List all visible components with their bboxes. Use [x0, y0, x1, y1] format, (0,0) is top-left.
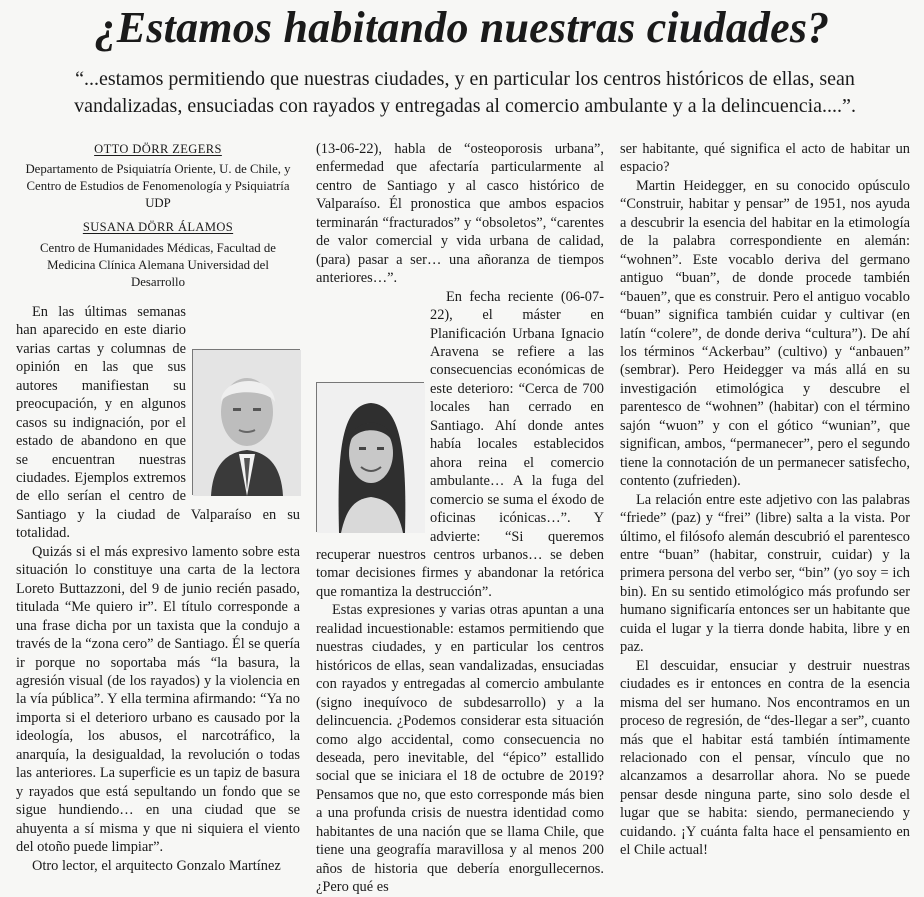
column-3: [620, 140, 910, 860]
headline: ¿Estamos habitando nuestras ciudades?: [94, 3, 830, 52]
portrait-woman-icon: [317, 383, 425, 533]
author-photo-man: [192, 349, 300, 495]
author-block-1: [16, 140, 300, 212]
author-name: SUSANA DÖRR ÁLAMOS: [82, 220, 234, 235]
paragraph: En las últimas semanas han aparecido en este diario varias cartas y columnas de opinión en las que sus autores manifiestan su preocupación, y en algunos casos su indignación, por el estado de abandono en que se encuentran nuestras ciudades. Ejemplos extremos de ello serían el centro de Santiago y la ciudad de Valparaíso en su totalidad.: [16, 303, 300, 542]
paragraph: El descuidar, ensuciar y destruir nuestras ciudades es ir entonces en contra de la esencia misma del ser humano. Nos encontramos en un proceso de regresión, de “des-llegar a ser”, cuanto más que el habitar está también íntimamente relacionado con el pensar, vínculo que no alcanzamos a desarrollar ahora. No se puede pensar desde ninguna parte, sino solo desde el lugar que se habita: siendo, permaneciendo y cuidando. ¡Y cuánta falta hace el pensamiento en el Chile actual!: [620, 657, 910, 859]
paragraph: Quizás si el más expresivo lamento sobre esta situación lo constituye una carta de la lectora Loreto Buttazzoni, del 9 de junio recién pasado, titulada “Me quiero ir”. El título corresponde a una frase dicha por un taxista que la condujo a través de la “zona cero” de Santiago. Él se quería ir porque no soportaba más “la basura, la agresión visual (de los rayados) y la violencia en la vía pública”. Y ella termina afirmando: “Ya no importa si el deterioro urbano es causado por la ideología, los abusos, el narcotráfico, la anarquía, la desigualdad, la revolución o todas las anteriores. La superficie es un tapiz de basura y rayados que está sepultando un fondo que se sigue hundiendo… en una ciudad que se ahuyenta a sí misma y que ni siquiera el viento del otoño puede limpiar”.: [16, 543, 300, 856]
portrait-older-man-icon: [193, 350, 301, 496]
column-1: [16, 140, 300, 875]
author-affiliation: Departamento de Psiquiatría Oriente, U. de Chile, y Centro de Estudios de Fenomenología y Psiquiatría UDP: [25, 162, 291, 211]
paragraph: Estas expresiones y varias otras apuntan a una realidad incuestionable: estamos permitiendo que nuestras ciudades, y en particular los centros históricos de ellas, sean vandalizadas, ensuciadas con rayados y entregadas al comercio ambulante (signo inequívoco de subdesarrollo) y a la delincuencia. ¿Podemos considerar esta situación como algo accidental, como consecuencia no deseada, pero inevitable, del “épico” estallido social que se iniciara el 18 de octubre de 2019? Pensamos que no, que esto corresponde más bien a una profunda crisis de nuestra identidad como habitantes de una nación que se llama Chile, que tiene una geografía maravillosa y al menos 200 años de historia que debería enorgullecernos. ¿Pero qué es: [316, 602, 604, 896]
paragraph: Martin Heidegger, en su conocido opúsculo “Construir, habitar y pensar” de 1951, nos ayuda a descubrir la esencia del habitar en la etimología de la palabra correspondiente en alemán: “wohnen”. Este vocablo deriva del germano antiguo “buan”, de donde procede también “bauen”, que es construir. Pero el antiguo vocablo “buan” significa también cuidar y cultivar (en latín “colere”, de donde deriva “cultura”). De ahí los términos “Ackerbau” (cultivo) y “anbauen” (sembrar). Pero Heidegger va más allá en su investigación etimológica y descubre el parentesco de “wohnen” (habitar) con el término sajón “wuon” y con el gótico “wunian”, que significan, ambos, “permanecer”, pero el segundo tiene la connotación de un permanecer satisfecho, contento (zufrieden).: [620, 177, 910, 490]
author-block-2: [16, 218, 300, 290]
author-affiliation: Centro de Humanidades Médicas, Facultad de Medicina Clínica Alemana Universidad del Desarrollo: [40, 240, 276, 289]
author-name: OTTO DÖRR ZEGERS: [94, 142, 222, 156]
paragraph: Otro lector, el arquitecto Gonzalo Martínez: [32, 857, 281, 874]
paragraph: ser habitante, qué significa el acto de habitar un espacio?: [620, 141, 910, 176]
paragraph: En fecha reciente (06-07-22), el máster en Planificación Urbana Ignacio Aravena se refiere a las consecuencias económicas de este deterioro: “Cerca de 700 locales han cerrado en Santiago. Ahí donde antes había locales establecidos ahora reina el comercio ambulante… A la fuga del comercio se suma el éxodo de oficinas icónicas…”. Y advierte: “Si queremos recuperar nuestros centros urbanos… se deben tomar decisiones firmes y abandonar la retórica que romantiza la destrucción”.: [316, 288, 604, 600]
column-2: [316, 140, 604, 897]
paragraph: La relación entre este adjetivo con las palabras “friede” (paz) y “frei” (libre) salta a la vista. Por último, el filósofo alemán descubrió el parentesco entre “buan” (habitar, construir, cuidar) y la primera persona del verbo ser, “bin” (yo soy = ich bin). En su sentido etimológico más profundo ser humano significaría entonces ser un habitante que cuida el lugar y la tierra donde habita, libre y en paz.: [620, 491, 910, 656]
author-photo-woman: [316, 382, 424, 532]
paragraph: (13-06-22), habla de “osteoporosis urbana”, enfermedad que afectaría particularmente al centro de Santiago y al casco histórico de Valparaíso. Él pronostica que ambos espacios terminarán “fracturados” y “obsoletos”, “carentes de valor comercial y vida urbana de calidad, (para) pasar a ser… una añoranza de tiempos anteriores…”.: [316, 141, 604, 287]
pull-quote: “...estamos permitiendo que nuestras ciudades, y en particular los centros históricos de ellas, sean vandalizadas, ensuciadas con rayados y entregadas al comercio ambulante y a la delincuencia....”.: [74, 68, 856, 117]
